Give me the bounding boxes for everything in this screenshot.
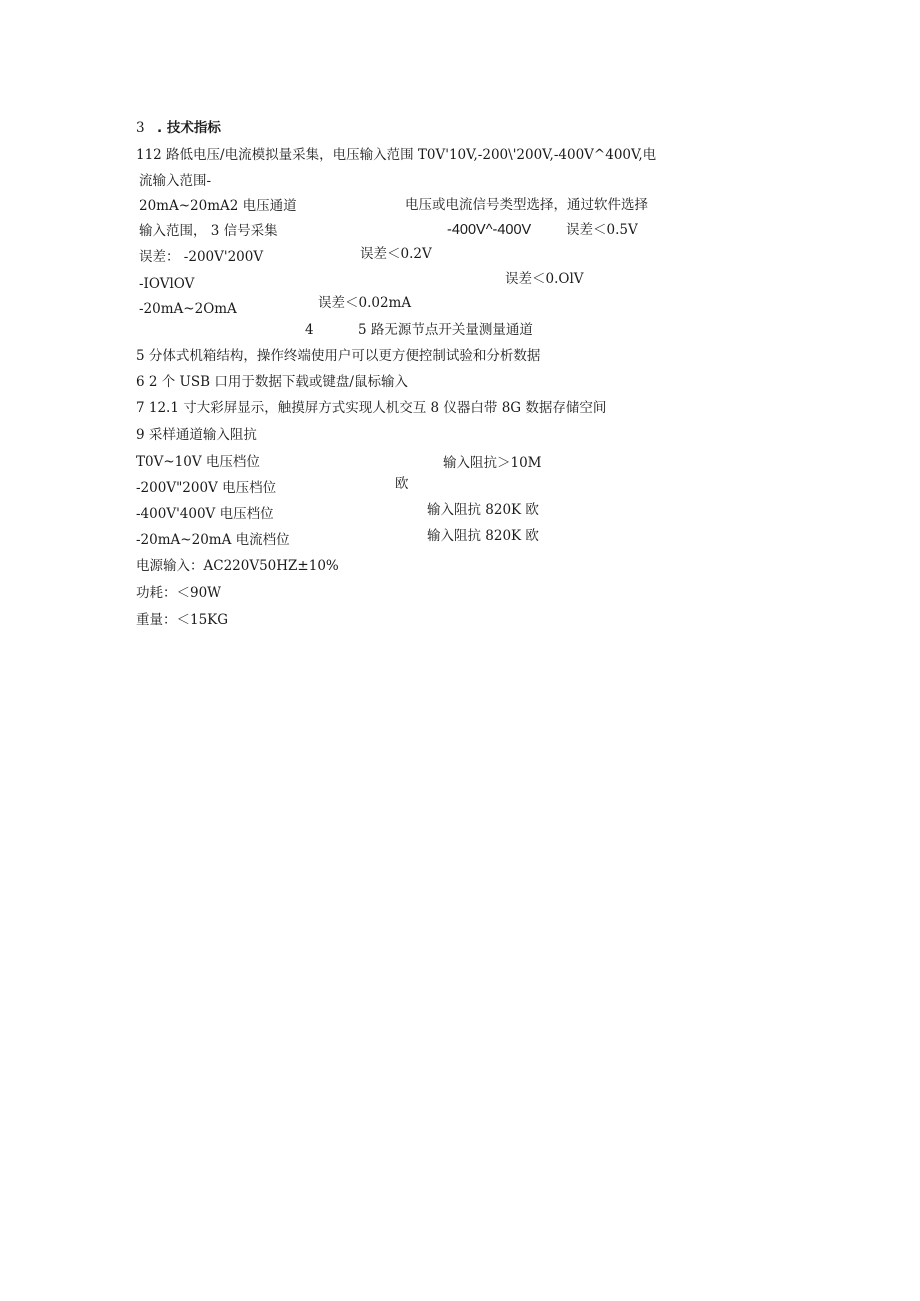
spec-10v-impedance: 输入阻抗＞10M bbox=[443, 455, 542, 471]
spec-chassis: 5 分体式机箱结构，操作终端使用户可以更方便控制试验和分析数据 bbox=[136, 348, 541, 364]
spec-input-range-label: 输入范围， 3 信号采集 bbox=[139, 223, 278, 239]
spec-400v-impedance: 输入阻抗 820K 欧 bbox=[427, 502, 539, 518]
spec-10v-range: T0V~10V 电压档位 bbox=[136, 454, 260, 470]
spec-200v-range: -200V"200V 电压档位 bbox=[136, 480, 277, 496]
spec-switch-channels: 5 路无源节点开关量测量通道 bbox=[358, 322, 533, 338]
section-title: . 技术指标 bbox=[157, 120, 221, 136]
spec-20ma-impedance: 输入阻抗 820K 欧 bbox=[427, 528, 539, 544]
spec-display-storage: 7 12.1 寸大彩屏显示，触摸屏方式实现人机交互 8 仪器白带 8G 数据存储空间 bbox=[136, 400, 607, 416]
spec-error-10v: 误差＜0.OlV bbox=[505, 271, 584, 287]
spec-range-20ma: -20mA~2OmA bbox=[139, 301, 237, 317]
spec-current-range-value: 20mA~20mA2 电压通道 bbox=[139, 198, 297, 214]
spec-line-analog-channels: 112 路低电压/电流模拟量采集，电压输入范围 T0V'10V,-200\'200V,-400V^400V,电 bbox=[136, 147, 657, 163]
spec-10v-impedance-unit: 欧 bbox=[395, 476, 409, 492]
spec-range-10v: -IOVlOV bbox=[139, 276, 195, 292]
spec-range-400v: -400V^-400V bbox=[447, 222, 532, 238]
spec-error-20ma: 误差＜0.02mA bbox=[318, 295, 412, 311]
spec-power-consumption: 功耗：＜90W bbox=[136, 585, 222, 601]
spec-error-200v-range: 误差： -200V'200V bbox=[139, 249, 264, 265]
spec-impedance-heading: 9 采样通道输入阻抗 bbox=[136, 427, 257, 443]
spec-20ma-range: -20mA~20mA 电流档位 bbox=[136, 532, 290, 548]
section-number: 3 bbox=[136, 120, 145, 136]
spec-signal-type-select: 电压或电流信号类型选择，通过软件选择 bbox=[405, 197, 648, 213]
spec-weight: 重量：＜15KG bbox=[136, 612, 229, 628]
spec-power-input: 电源输入：AC220V50HZ±10% bbox=[136, 558, 339, 574]
spec-error-400v: 误差＜0.5V bbox=[566, 222, 638, 238]
spec-item-4-number: 4 bbox=[305, 322, 314, 338]
spec-400v-range: -400V'400V 电压档位 bbox=[136, 506, 274, 522]
spec-line-current-range: 流输入范围- bbox=[139, 173, 212, 189]
spec-error-200v: 误差＜0.2V bbox=[360, 246, 432, 262]
spec-usb: 6 2 个 USB 口用于数据下载或键盘/鼠标输入 bbox=[136, 374, 408, 390]
